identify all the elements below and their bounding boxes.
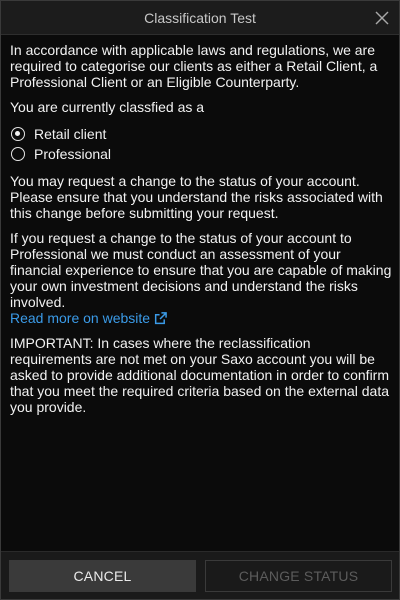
dialog-content	[10, 42, 392, 415]
dialog-title: Classification Test	[144, 10, 256, 26]
change-status-button[interactable]: CHANGE STATUS	[205, 560, 392, 592]
important-notice-text: IMPORTANT: In cases where the reclassification requirements are not met on your Saxo account you will be asked to provide additional documentation in order to confirm that you meet the required criteria based on the external data you provide.	[10, 335, 390, 415]
dialog-footer	[1, 551, 399, 599]
radio-option-retail-client[interactable]	[10, 124, 392, 144]
radio-option-professional[interactable]	[10, 144, 392, 164]
request-change-text: You may request a change to the status of your account. Please ensure that you understand the risks associated with this change before submitting your request.	[10, 173, 383, 221]
close-button[interactable]	[373, 9, 391, 27]
radio-button-retail-client[interactable]	[11, 127, 25, 141]
external-link-icon[interactable]	[154, 312, 167, 325]
intro-text: In accordance with applicable laws and regulations, we are required to categorise our clients as either a Retail Client, a Professional Client or an Eligible Counterparty.	[10, 42, 378, 90]
read-more-link[interactable]: Read more on website	[10, 310, 151, 326]
close-icon	[373, 9, 391, 27]
classification-radio-group	[10, 124, 392, 164]
read-more-row	[10, 310, 392, 326]
radio-button-professional[interactable]	[11, 147, 25, 161]
current-classification-label: You are currently classfied as a	[10, 99, 205, 115]
dialog-titlebar	[1, 1, 399, 35]
radio-label-professional: Professional	[34, 146, 112, 162]
radio-label-retail-client: Retail client	[34, 126, 107, 142]
cancel-button[interactable]: CANCEL	[9, 560, 196, 592]
professional-assessment-text: If you request a change to the status of your account to Professional we must conduct an assessment of your financial experience to ensure that you are capable of making your own investment decisions and understand the risks involved.	[10, 230, 392, 310]
